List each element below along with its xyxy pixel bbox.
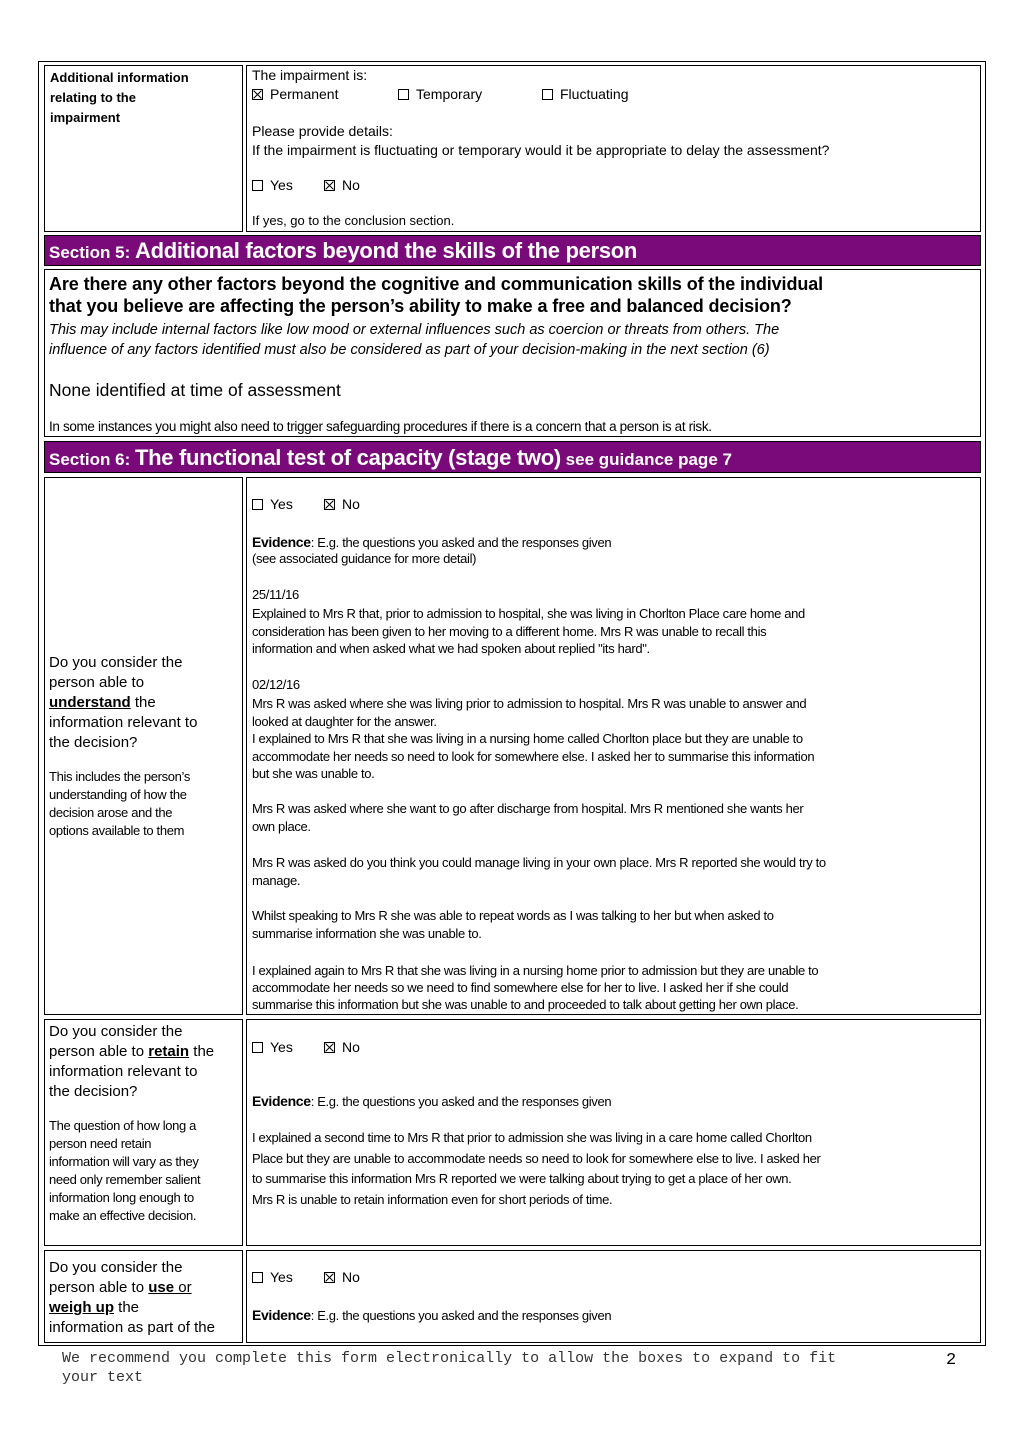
checked-box-icon[interactable] bbox=[324, 1042, 335, 1053]
retain-evidence-cell bbox=[246, 1019, 981, 1246]
impairment-label-cell bbox=[44, 65, 243, 232]
understand-paragraph-1: Explained to Mrs R that, prior to admission to hospital, she was living in Chorlton Place care home and consideration has been given to her moving to a different home. Mrs R was unable to recall this information and when asked what we had spoken about replied "its hard". bbox=[252, 606, 805, 656]
use-evidence-label: Evidence: E.g. the questions you asked and the responses given bbox=[252, 1307, 612, 1323]
section5-hint: This may include internal factors like low mood or external influences such as coercion or threats from others. The influence of any factors identified must also be considered as part of your decision-making in the next section (6) bbox=[49, 322, 780, 358]
retain-evidence-label: Evidence: E.g. the questions you asked and the responses given bbox=[252, 1093, 612, 1109]
section6-header bbox=[44, 441, 981, 473]
understand-date-2: 02/12/16 bbox=[252, 677, 300, 692]
page-number: 2 bbox=[946, 1351, 957, 1370]
understand-no[interactable]: No bbox=[324, 496, 360, 513]
details-label: Please provide details: bbox=[252, 123, 393, 139]
understand-paragraph-5: Whilst speaking to Mrs R she was able to repeat words as I was talking to her but when asked to summarise information she was unable to. bbox=[252, 908, 774, 941]
understand-question-cell bbox=[44, 477, 243, 1015]
delay-no[interactable]: No bbox=[324, 177, 360, 194]
use-question-cell bbox=[44, 1250, 243, 1343]
checkbox-icon[interactable] bbox=[252, 180, 263, 191]
section5-body bbox=[44, 269, 981, 437]
section5-header bbox=[44, 235, 981, 266]
understand-evidence-label: Evidence: E.g. the questions you asked and the responses given bbox=[252, 534, 612, 550]
footer-note-line-2: your text bbox=[62, 1369, 144, 1386]
option-temporary[interactable]: Temporary bbox=[398, 86, 482, 103]
checkbox-icon[interactable] bbox=[252, 1042, 263, 1053]
retain-paragraph: I explained a second time to Mrs R that prior to admission she was living in a care home called Chorlton Place but they are unable to accommodate needs so need to look for somewhere else to live. I asked her to summarise this information Mrs R reported we were talking about trying to get a place of her own. Mrs R is unable to retain information even for short periods of time. bbox=[252, 1130, 821, 1207]
option-permanent[interactable]: Permanent bbox=[252, 86, 338, 103]
understand-question: Do you consider the person able to understand the information relevant to the decision? bbox=[49, 654, 198, 751]
section5-title: Additional factors beyond the skills of the person bbox=[134, 238, 638, 263]
understand-evidence-hint: (see associated guidance for more detail) bbox=[252, 551, 477, 566]
retain-keyword: retain bbox=[148, 1043, 190, 1060]
understand-note: This includes the person’s understanding of how the decision arose and the options available to them bbox=[49, 769, 190, 838]
understand-evidence-cell bbox=[246, 477, 981, 1015]
section6-title: The functional test of capacity (stage two) bbox=[134, 445, 561, 470]
footer-note-line-1: We recommend you complete this form electronically to allow the boxes to expand to fit bbox=[62, 1350, 837, 1367]
understand-date-1: 25/11/16 bbox=[252, 587, 299, 602]
understand-paragraph-3: Mrs R was asked where she want to go after discharge from hospital. Mrs R mentioned she wants her own place. bbox=[252, 801, 804, 834]
checked-box-icon[interactable] bbox=[252, 89, 263, 100]
checkbox-icon[interactable] bbox=[542, 89, 553, 100]
use-question: Do you consider the person able to use or weigh up the information as part of the bbox=[49, 1259, 215, 1336]
section5-question: Are there any other factors beyond the cognitive and communication skills of the individual that you believe are affecting the person’s ability to make a free and balanced decision? bbox=[49, 274, 824, 316]
understand-paragraph-4: Mrs R was asked do you think you could manage living in your own place. Mrs R reported she would try to manage. bbox=[252, 855, 826, 888]
checkbox-icon[interactable] bbox=[398, 89, 409, 100]
use-no[interactable]: No bbox=[324, 1269, 360, 1286]
checked-box-icon[interactable] bbox=[324, 499, 335, 510]
conclusion-note: If yes, go to the conclusion section. bbox=[252, 213, 455, 228]
retain-question: Do you consider the person able to retain the information relevant to the decision? bbox=[49, 1023, 215, 1100]
retain-note: The question of how long a person need retain information will vary as they need only remember salient information long enough to make an effective decision. bbox=[49, 1118, 201, 1223]
understand-keyword: understand bbox=[49, 694, 131, 711]
section6-prefix: Section 6: bbox=[49, 450, 131, 469]
retain-question-cell bbox=[44, 1019, 243, 1246]
use-evidence-cell bbox=[246, 1250, 981, 1343]
impairment-label: Additional information relating to the impairment bbox=[50, 70, 189, 125]
section6-guidance: see guidance page 7 bbox=[565, 450, 732, 469]
retain-yes[interactable]: Yes bbox=[252, 1039, 293, 1056]
understand-paragraph-2: Mrs R was asked where she was living prior to admission to hospital. Mrs R was unable to answer and looked at daughter for the answer. I explained to Mrs R that she was living in a nursing home called Chorlton place but they are unable to accommodate her needs so need to look for somewhere else. I asked her to summarise this information but she was unable to. bbox=[252, 696, 815, 781]
safeguarding-note: In some instances you might also need to trigger safeguarding procedures if there is a concern that a person is at risk. bbox=[49, 419, 712, 434]
checked-box-icon[interactable] bbox=[324, 180, 335, 191]
section5-answer: None identified at time of assessment bbox=[49, 380, 341, 400]
checkbox-icon[interactable] bbox=[252, 499, 263, 510]
delay-yes[interactable]: Yes bbox=[252, 177, 293, 194]
checked-box-icon[interactable] bbox=[324, 1272, 335, 1283]
impairment-heading: The impairment is: bbox=[252, 67, 368, 83]
option-fluctuating[interactable]: Fluctuating bbox=[542, 86, 628, 103]
delay-question: If the impairment is fluctuating or temporary would it be appropriate to delay the assessment? bbox=[252, 142, 830, 158]
retain-no[interactable]: No bbox=[324, 1039, 360, 1056]
weigh-up-keyword: weigh up bbox=[49, 1299, 114, 1316]
understand-paragraph-6: I explained again to Mrs R that she was living in a nursing home prior to admission but they are unable to accommodate her needs so we need to find somewhere else for her to live. I asked her if she could summarise this information but she was unable to and proceeded to talk about getting her own place. bbox=[252, 963, 819, 1012]
section5-prefix: Section 5: bbox=[49, 243, 131, 262]
impairment-content-cell bbox=[246, 65, 981, 232]
use-yes[interactable]: Yes bbox=[252, 1269, 293, 1286]
understand-yes[interactable]: Yes bbox=[252, 496, 293, 513]
use-keyword: use bbox=[148, 1279, 175, 1296]
checkbox-icon[interactable] bbox=[252, 1272, 263, 1283]
